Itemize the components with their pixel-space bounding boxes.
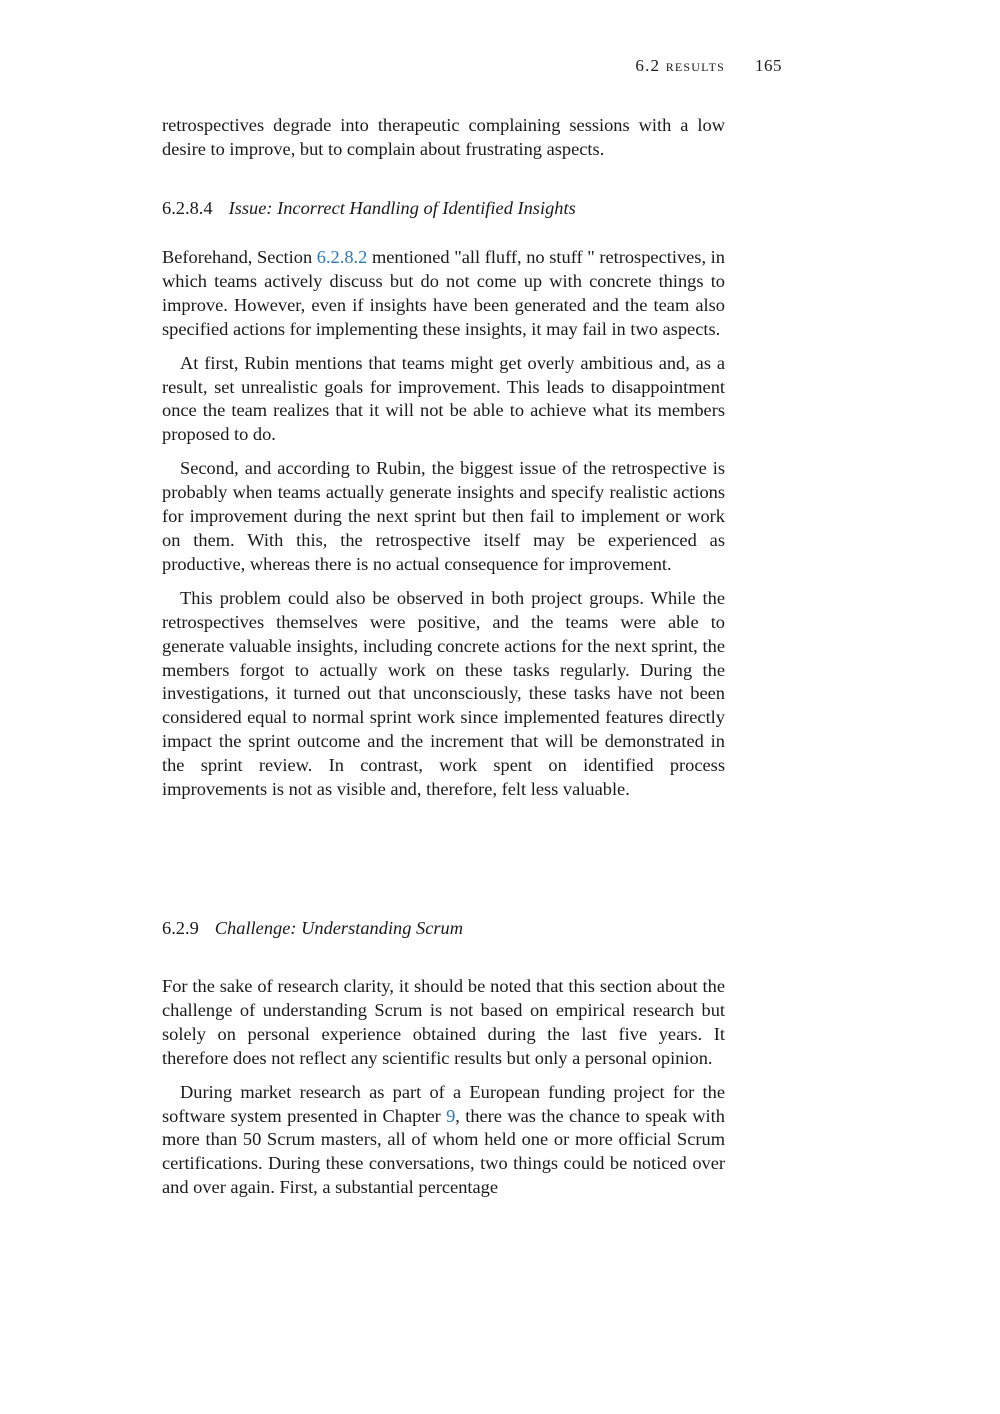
subsection-heading: [162, 916, 762, 940]
page-number: 165: [755, 56, 782, 75]
running-header: [162, 56, 782, 76]
paragraph-text: retrospectives degrade into therapeutic complaining sessions with a low desire to improve, but to complain about frustrating aspects.: [162, 115, 725, 159]
paragraph-text-start: During market research as part of a European funding project for the software system presented in Chapter: [162, 1081, 725, 1126]
paragraph-research-clarity: For the sake of research clarity, it should be noted that this section about the challenge of understanding Scrum is not based on empirical research but solely on personal experience obtained during the last five years. It therefore does not reflect any scientific results but only a personal opinion.: [162, 976, 725, 1068]
paragraph-text-start: Beforehand, Section: [162, 247, 317, 267]
paragraph-continuation: [162, 114, 725, 162]
subsection-body: [162, 975, 725, 1200]
heading-number: 6.2.8.4: [162, 198, 213, 218]
paragraph-second: Second, and according to Rubin, the biggest issue of the retrospective is probably when teams actually generate insights and specify realistic actions for improvement during the next sprint but then fail to implement or work on them. With this, the retrospective itself may be experienced as productive, whereas there is no actual consequence for improvement.: [162, 458, 725, 574]
paragraph-beforehand: [162, 246, 725, 342]
header-section-label: 6.2 results: [635, 56, 725, 75]
paragraph-text-end: mentioned "all fluff, no stuff " retrospectives, in which teams actively discuss but do not come up with concrete things to improve. However, even if insights have been generated and the team also specified actions for implementing these insights, it may fail in two aspects.: [162, 247, 725, 339]
subsubsection-heading: [162, 196, 762, 220]
paragraph-at-first: At first, Rubin mentions that teams might get overly ambitious and, as a result, set unrealistic goals for improvement. This leads to disappointment once the team realizes that it will not be able to achieve what its members proposed to do.: [162, 352, 725, 445]
heading-title: Challenge: Understanding Scrum: [214, 918, 464, 938]
section-cross-reference-link[interactable]: 6.2.8.2: [316, 247, 368, 267]
paragraph-market-research: [162, 1081, 725, 1201]
paragraph-text-end: , there was the chance to speak with more than 50 Scrum masters, all of whom held one or more official Scrum certifications. During these conversations, two things could be noticed over and over again. First, a substantial percentage: [162, 1105, 725, 1198]
heading-number: 6.2.9: [162, 918, 199, 938]
section-body: [162, 246, 725, 802]
chapter-cross-reference-link[interactable]: 9: [446, 1105, 456, 1126]
paragraph-this-problem: This problem could also be observed in both project groups. While the retrospectives themselves were positive, and the teams were able to generate valuable insights, including concrete actions for the next sprint, the members forgot to actually work on these tasks regularly. During the investigations, it turned out that unconsciously, these tasks have not been considered equal to normal sprint work since implemented features directly impact the sprint outcome and the increment that will be demonstrated in the sprint review. In contrast, work spent on identified process improvements is not as visible and, therefore, felt less valuable.: [162, 587, 725, 800]
heading-title: Issue: Incorrect Handling of Identified Insights: [228, 198, 576, 218]
